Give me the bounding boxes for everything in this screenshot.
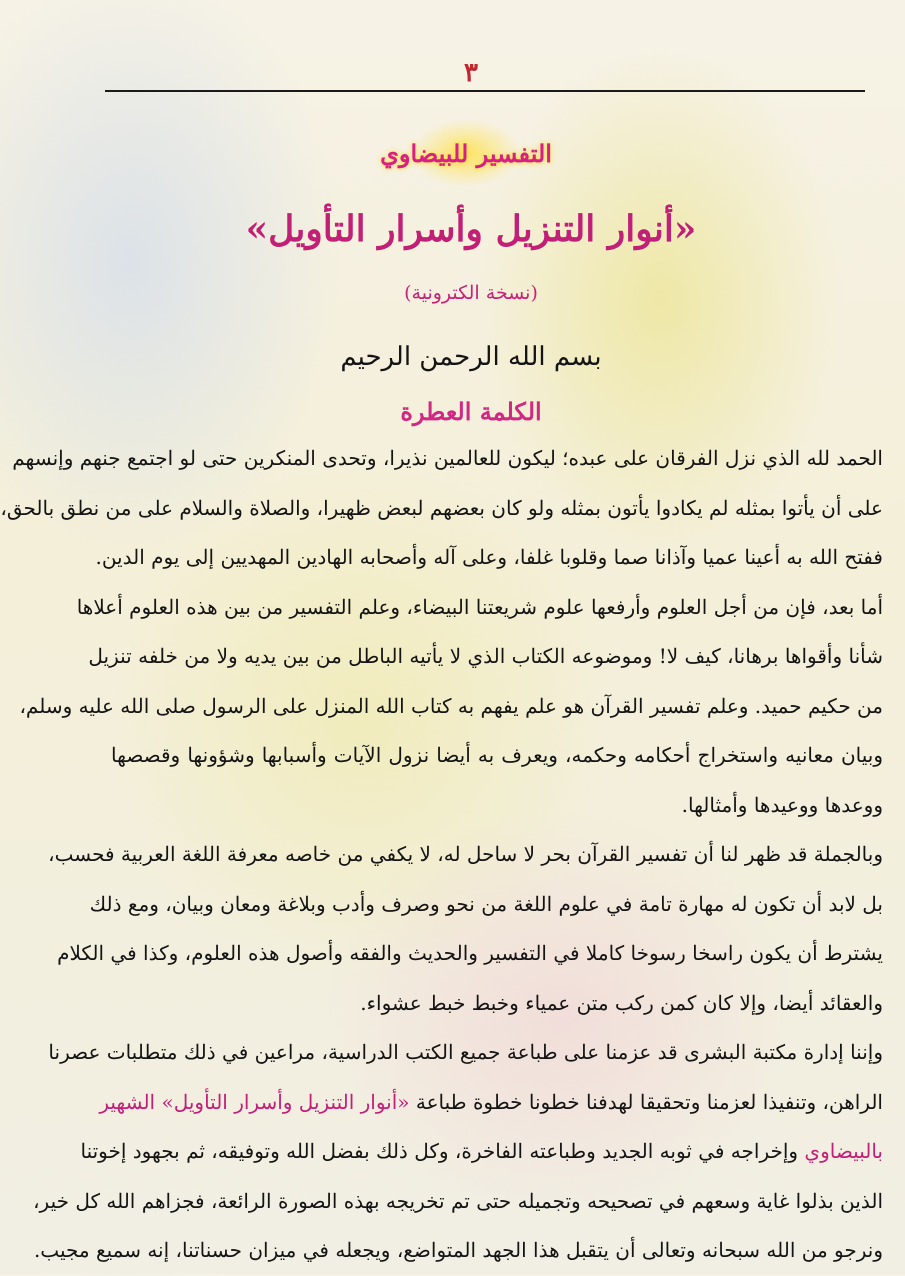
- body-line: أما بعد، فإن من أجل العلوم وأرفعها علوم شريعتنا البيضاء، وعلم التفسير من بين هذه العلوم أعلاها: [76, 594, 883, 619]
- body-line-with-author: [80, 1127, 883, 1177]
- highlighted-book-title: «أنوار التنزيل وأسرار التأويل» الشهير: [99, 1089, 410, 1114]
- body-line-rest: وإخراجه في ثوبه الجديد وطباعته الفاخرة، وكل ذلك بفضل الله وتوفيقه، ثم بجهود إخوتنا: [80, 1139, 805, 1163]
- body-line: الذين بذلوا غاية وسعهم في تصحيحه وتجميله حتى تم تخريجه بهذه الصورة الرائعة، فجزاهم الله كل خير،: [33, 1188, 883, 1213]
- body-text: [0, 434, 883, 1276]
- calligraphy-emblem: [380, 118, 552, 188]
- body-line: وإننا إدارة مكتبة البشرى قد عزمنا على طباعة جميع الكتب الدراسية، مراعين في ذلك متطلبات عصرنا: [48, 1040, 883, 1064]
- header-rule: [105, 90, 865, 92]
- body-line: يشترط أن يكون راسخا رسوخا كاملا في التفسير والحديث والفقه وأصول هذه العلوم، وكذا في الكلام: [57, 941, 883, 965]
- body-line: بل لابد أن تكون له مهارة تامة في علوم اللغة من نحو وصرف وأدب وبلاغة ومعان وبيان، ومع ذلك: [89, 891, 883, 916]
- body-line: من حكيم حميد. وعلم تفسير القرآن هو علم يفهم به كتاب الله المنزل على الرسول صلى الله عليه وسلم،: [19, 693, 883, 718]
- body-line: ونرجو من الله سبحانه وتعالى أن يتقبل هذا الجهد المتواضع، ويجعله في ميزان حسناتنا، إنه سميع مجيب.: [33, 1238, 883, 1262]
- body-line: الحمد لله الذي نزل الفرقان على عبده؛ ليكون للعالمين نذيرا، وتحدى المنكرين حتى لو اجتمع جنهم وإنسهم: [12, 446, 883, 470]
- calligraphy-title: التفسير للبيضاوي: [380, 138, 552, 168]
- book-title: «أنوار التنزيل وأسرار التأويل»: [245, 208, 697, 250]
- body-line-prefix: الراهن، وتنفيذا لعزمنا وتحقيقا لهدفنا خطونا خطوة طباعة: [409, 1089, 883, 1114]
- body-line: على أن يأتوا بمثله لم يكادوا يأتون بمثله ولو كان بعضهم لبعض ظهيرا، والصلاة والسلام على من نطق بالحق،: [0, 495, 883, 520]
- body-line: والعقائد أيضا، وإلا كان كمن ركب متن عمياء وخبط خبط عشواء.: [360, 990, 883, 1015]
- body-line: شأنا وأقواها برهانا، كيف لا! وموضوعه الكتاب الذي لا يأتيه الباطل من بين يديه ولا من خلفه تنزيل: [88, 644, 883, 668]
- section-heading: الكلمة العطرة: [400, 397, 542, 426]
- basmala: بسم الله الرحمن الرحيم: [340, 342, 602, 372]
- body-line: ووعدها ووعيدها وأمثالها.: [681, 792, 883, 817]
- body-line: وبالجملة قد ظهر لنا أن تفسير القرآن بحر لا ساحل له، لا يكفي من خاصه معرفة اللغة العربية فحسب،: [48, 842, 883, 866]
- body-line-with-title: [99, 1078, 883, 1128]
- body-line: وبيان معانيه واستخراج أحكامه وحكمه، ويعرف به أيضا نزول الآيات وأسبابها وشؤونها وقصصها: [111, 743, 883, 767]
- body-line: ففتح الله به أعينا عميا وآذانا صما وقلوبا غلفا، وعلى آله وأصحابه الهادين المهديين إلى يوم الدين.: [95, 545, 883, 569]
- edition-note: (نسخة الكترونية): [404, 282, 538, 304]
- page-number: ٣: [464, 58, 478, 88]
- highlighted-author-name: بالبيضاوي: [804, 1139, 883, 1163]
